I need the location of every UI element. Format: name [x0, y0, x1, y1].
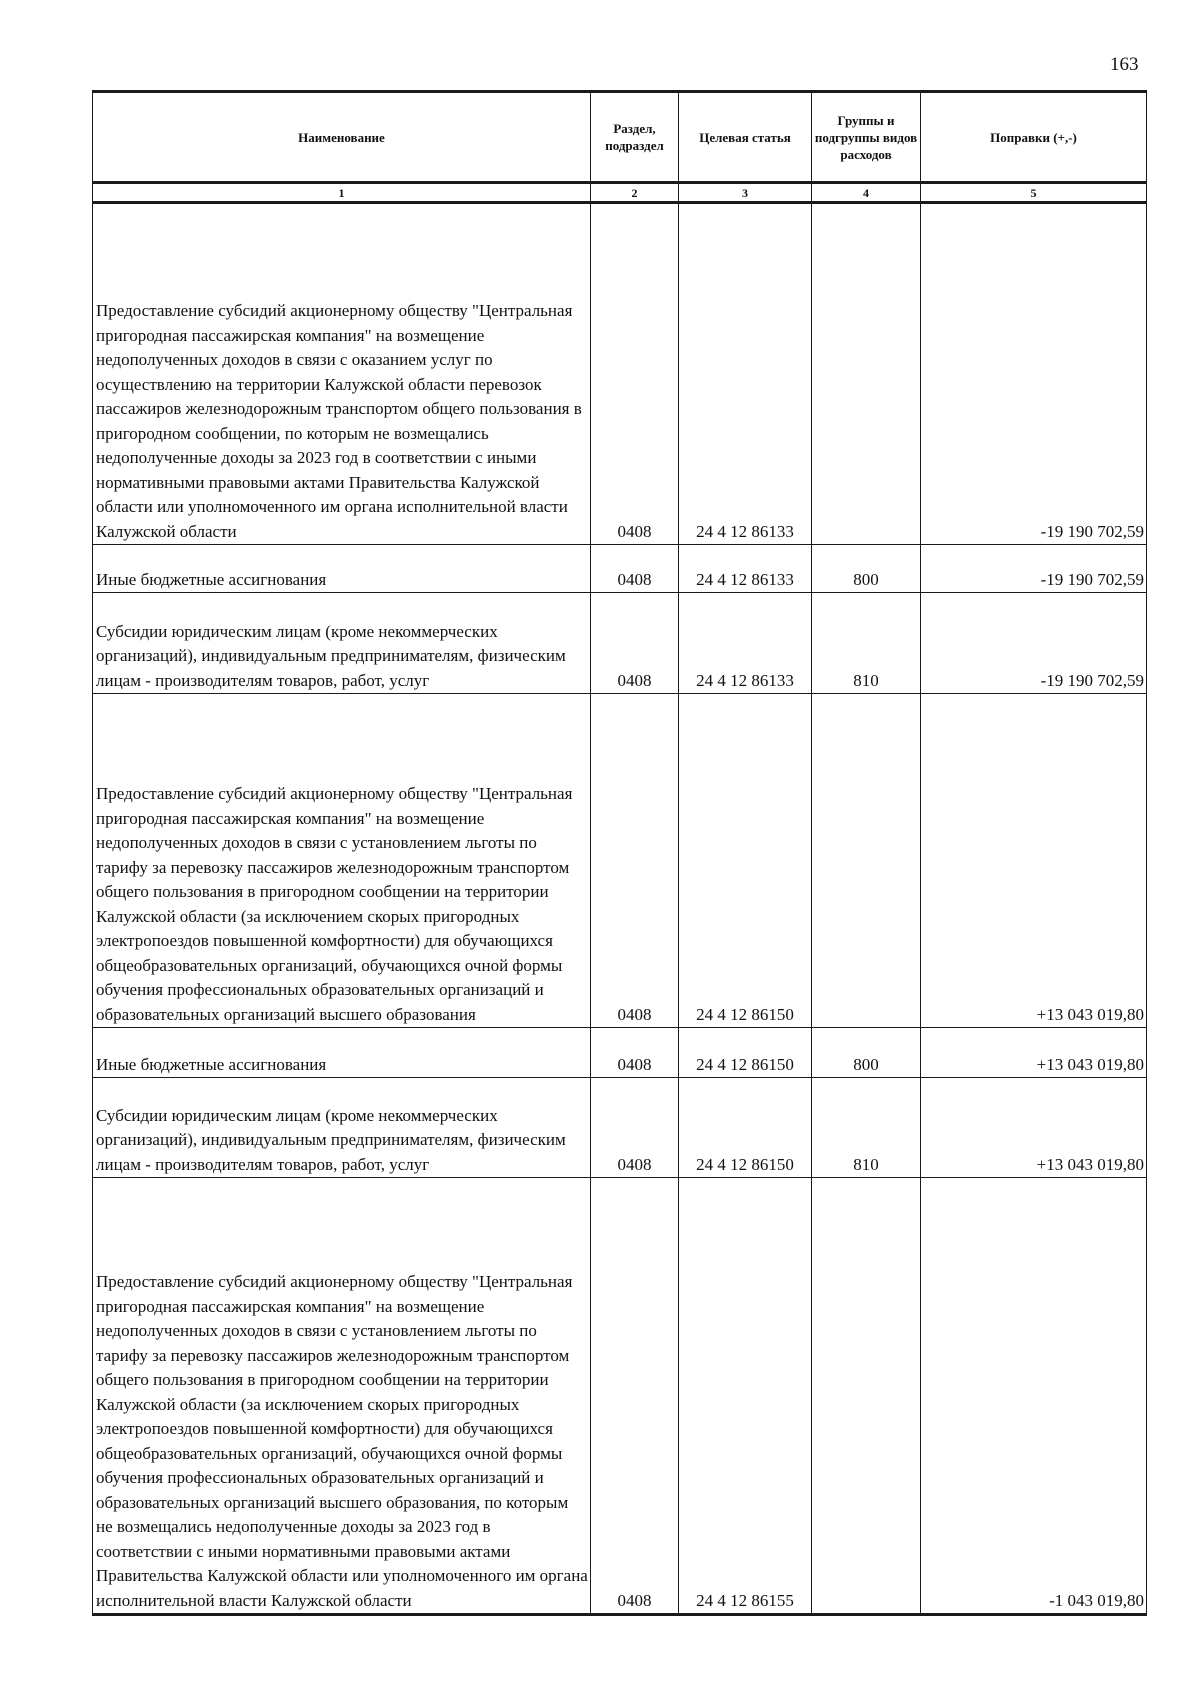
row-group: 810: [812, 593, 921, 694]
budget-amendments-table: [92, 90, 1147, 1616]
row-group: 800: [812, 545, 921, 593]
row-amount: +13 043 019,80: [921, 694, 1147, 1028]
row-amount: +13 043 019,80: [921, 1028, 1147, 1078]
row-group: [812, 203, 921, 545]
column-header-amendments: Поправки (+,-): [921, 92, 1147, 183]
row-name: Предоставление субсидий акционерному обществу "Центральная пригородная пассажирская компания" на возмещение недополученных доходов в связи с установлением льготы по тарифу за перевозку пассажиров железнодорожным транспортом общего пользования в пригородном сообщении на территории Калужской области (за исключением скорых пригородных электропоездов повышенной комфортности) для обучающихся общеобразовательных организаций, обучающихся очной формы обучения профессиональных образовательных организаций и образовательных организаций высшего образования, по которым не возмещались недополученные доходы за 2023 год в соответствии с иными нормативными правовыми актами Правительства Калужской области или уполномоченного им органа исполнительной власти Калужской области: [93, 1178, 591, 1615]
column-number: 1: [93, 183, 591, 203]
row-target: 24 4 12 86133: [679, 203, 812, 545]
row-section: 0408: [591, 694, 679, 1028]
row-amount: -19 190 702,59: [921, 203, 1147, 545]
row-section: 0408: [591, 1028, 679, 1078]
row-target: 24 4 12 86150: [679, 1028, 812, 1078]
row-amount: +13 043 019,80: [921, 1078, 1147, 1178]
row-amount: -19 190 702,59: [921, 593, 1147, 694]
table-row: [93, 694, 1147, 1028]
column-number: 4: [812, 183, 921, 203]
row-name: Предоставление субсидий акционерному обществу "Центральная пригородная пассажирская компания" на возмещение недополученных доходов в связи с установлением льготы по тарифу за перевозку пассажиров железнодорожным транспортом общего пользования в пригородном сообщении на территории Калужской области (за исключением скорых пригородных электропоездов повышенной комфортности) для обучающихся общеобразовательных организаций, обучающихся очной формы обучения профессиональных образовательных организаций и образовательных организаций высшего образования: [93, 694, 591, 1028]
row-section: 0408: [591, 545, 679, 593]
row-section: 0408: [591, 203, 679, 545]
column-number: 3: [679, 183, 812, 203]
row-target: 24 4 12 86150: [679, 1078, 812, 1178]
column-header-target: Целевая статья: [679, 92, 812, 183]
column-header-groups: Группы и подгруппы видов расходов: [812, 92, 921, 183]
row-amount: -19 190 702,59: [921, 545, 1147, 593]
row-amount: -1 043 019,80: [921, 1178, 1147, 1615]
row-section: 0408: [591, 593, 679, 694]
row-target: 24 4 12 86155: [679, 1178, 812, 1615]
table-header-row: [93, 92, 1147, 183]
table-row: [93, 203, 1147, 545]
table-row: [93, 1178, 1147, 1615]
row-section: 0408: [591, 1078, 679, 1178]
column-header-name: Наименование: [93, 92, 591, 183]
row-name: Субсидии юридическим лицам (кроме некоммерческих организаций), индивидуальным предпринимателям, физическим лицам - производителям товаров, работ, услуг: [93, 593, 591, 694]
row-group: [812, 694, 921, 1028]
row-group: [812, 1178, 921, 1615]
column-number: 5: [921, 183, 1147, 203]
row-group: 800: [812, 1028, 921, 1078]
table-row: [93, 593, 1147, 694]
column-number: 2: [591, 183, 679, 203]
page-number: 163: [1110, 54, 1139, 75]
row-section: 0408: [591, 1178, 679, 1615]
row-name: Субсидии юридическим лицам (кроме некоммерческих организаций), индивидуальным предпринимателям, физическим лицам - производителям товаров, работ, услуг: [93, 1078, 591, 1178]
row-target: 24 4 12 86133: [679, 545, 812, 593]
row-target: 24 4 12 86133: [679, 593, 812, 694]
table-row: [93, 545, 1147, 593]
row-target: 24 4 12 86150: [679, 694, 812, 1028]
row-name: Иные бюджетные ассигнования: [93, 1028, 591, 1078]
table-row: [93, 1028, 1147, 1078]
column-number-row: [93, 183, 1147, 203]
row-name: Иные бюджетные ассигнования: [93, 545, 591, 593]
column-header-section: Раздел, подраздел: [591, 92, 679, 183]
row-group: 810: [812, 1078, 921, 1178]
table-row: [93, 1078, 1147, 1178]
row-name: Предоставление субсидий акционерному обществу "Центральная пригородная пассажирская компания" на возмещение недополученных доходов в связи с оказанием услуг по осуществлению на территории Калужской области перевозок пассажиров железнодорожным транспортом общего пользования в пригородном сообщении, по которым не возмещались недополученные доходы за 2023 год в соответствии с иными нормативными правовыми актами Правительства Калужской области или уполномоченного им органа исполнительной власти Калужской области: [93, 203, 591, 545]
